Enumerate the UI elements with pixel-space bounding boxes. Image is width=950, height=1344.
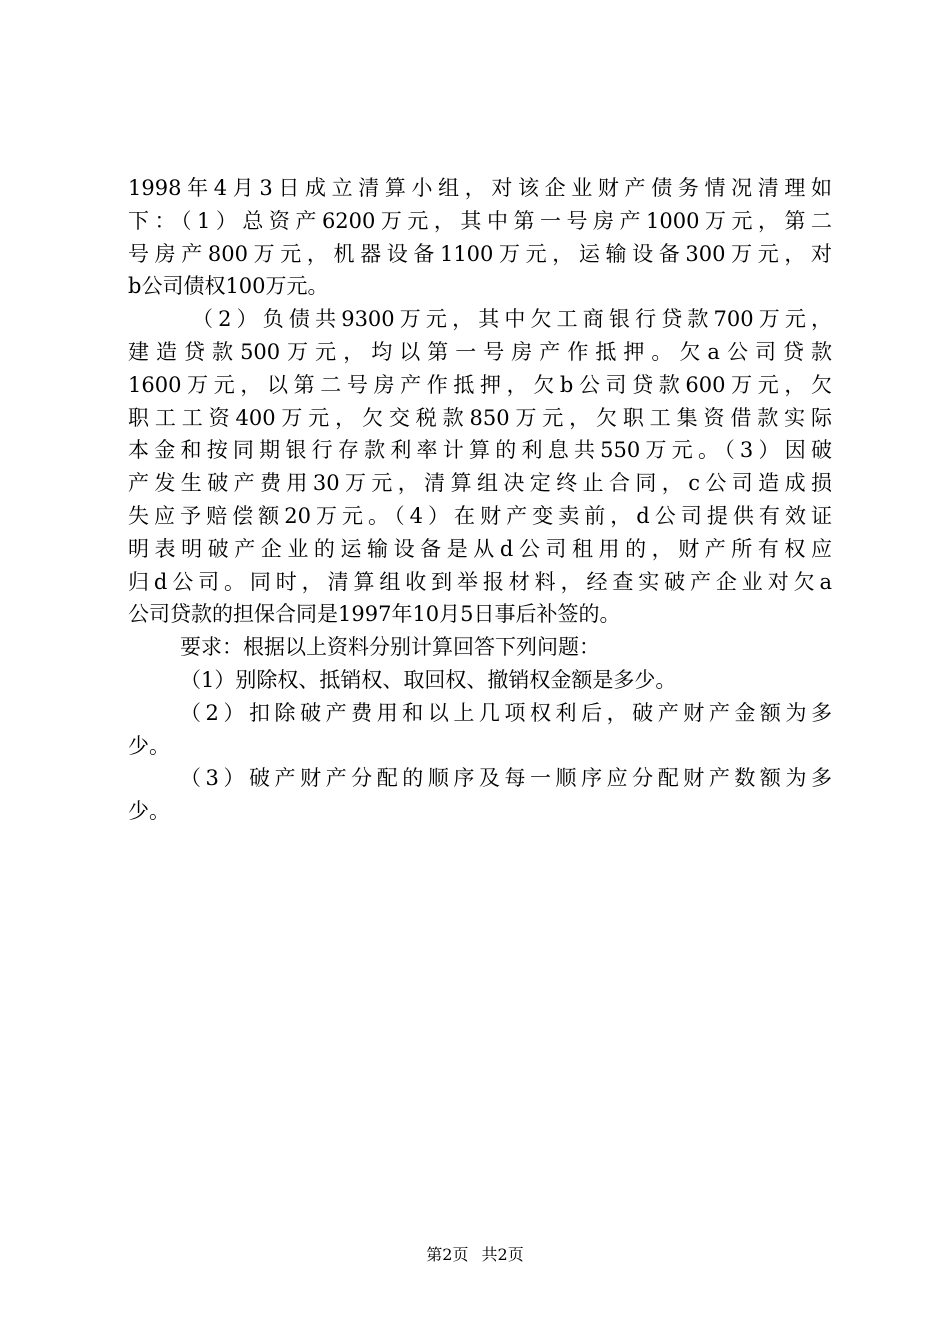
text-line: 归d公司。同时，清算组收到举报材料，经查实破产企业对欠a	[128, 569, 832, 594]
page-total: 共2页	[481, 1245, 524, 1264]
text-line: 职工工资400万元，欠交税款850万元，欠职工集资借款实际	[128, 405, 832, 430]
text-line: 失应予赔偿额20万元。（4）在财产变卖前，d公司提供有效证	[128, 503, 832, 528]
text-line: 1600万元，以第二号房产作抵押，欠b公司贷款600万元，欠	[128, 372, 832, 397]
text-line: 要求：根据以上资料分别计算回答下列问题：	[180, 635, 600, 660]
text-line: 少。	[128, 733, 170, 758]
page-number: 第2页	[426, 1245, 469, 1264]
text-line: （2）扣除破产费用和以上几项权利后，破产财产金额为多	[180, 700, 832, 725]
text-line: 1998年4月3日成立清算小组，对该企业财产债务情况清理如	[128, 176, 832, 200]
text-line: b公司债权100万元。	[128, 274, 329, 299]
text-line: 产发生破产费用30万元，清算组决定终止合同，c公司造成损	[128, 471, 832, 496]
text-line: 号房产800万元，机器设备1100万元，运输设备300万元，对	[128, 241, 832, 266]
text-line: （3）破产财产分配的顺序及每一顺序应分配财产数额为多	[180, 766, 832, 791]
text-line: （2）负债共9300万元，其中欠工商银行贷款700万元，	[192, 307, 832, 332]
document-body	[128, 172, 832, 828]
text-line: 明表明破产企业的运输设备是从d公司租用的，财产所有权应	[128, 536, 832, 561]
text-line: 少。	[128, 799, 170, 824]
text-line: （1）别除权、抵销权、取回权、撤销权金额是多少。	[180, 667, 677, 692]
page-footer	[0, 1244, 950, 1266]
text-line: 下：（1）总资产6200万元，其中第一号房产1000万元，第二	[128, 208, 832, 233]
text-line: 本金和按同期银行存款利率计算的利息共550万元。（3）因破	[128, 438, 832, 463]
text-line: 建造贷款500万元，均以第一号房产作抵押。欠a公司贷款	[128, 339, 832, 364]
text-line: 公司贷款的担保合同是1997年10月5日事后补签的。	[128, 602, 621, 627]
